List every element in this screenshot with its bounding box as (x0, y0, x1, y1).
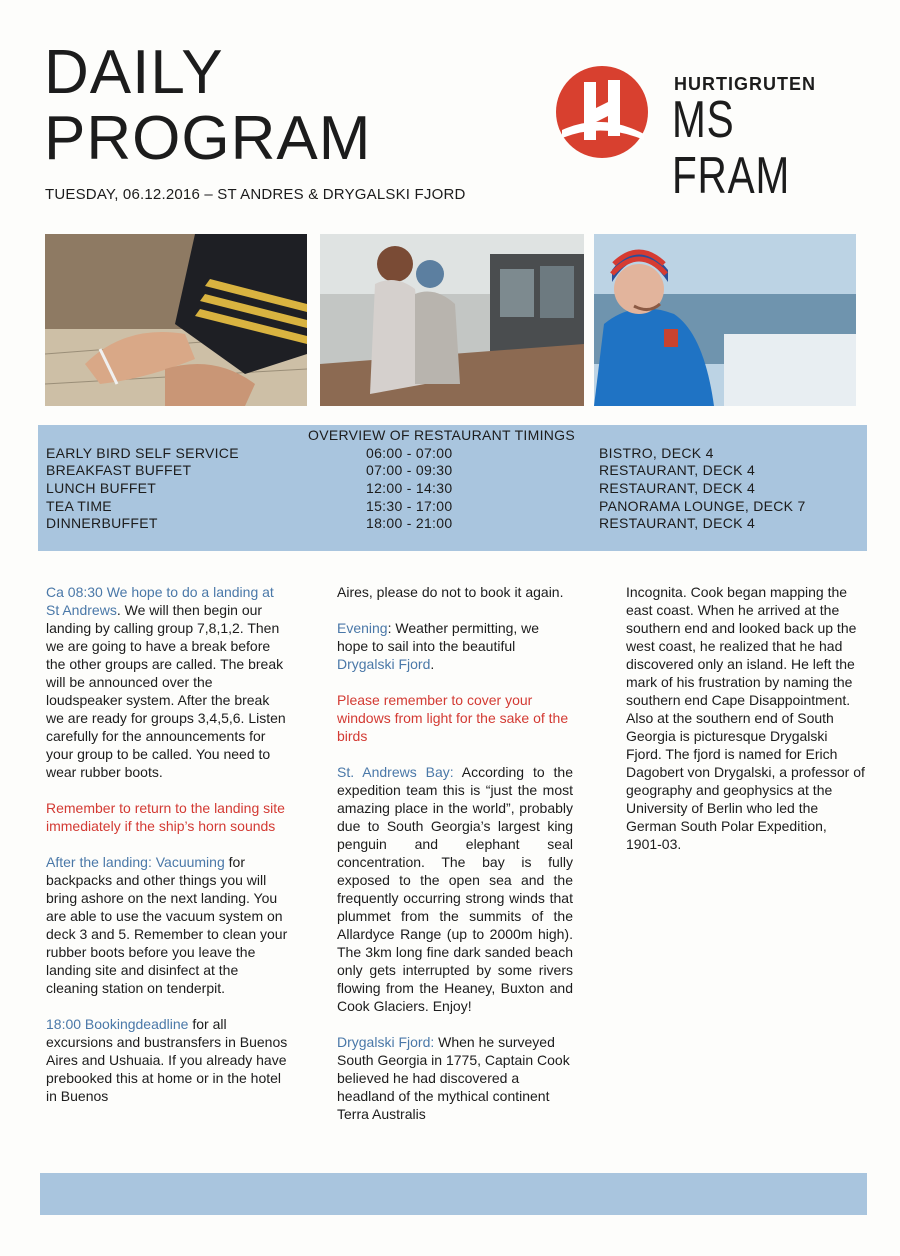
captain-chart-photo (45, 234, 307, 406)
meal-location: BISTRO, DECK 4 (599, 445, 714, 461)
meal-name: EARLY BIRD SELF SERVICE (46, 445, 239, 461)
meal-name: DINNERBUFFET (46, 515, 158, 531)
meal-location: RESTAURANT, DECK 4 (599, 480, 756, 496)
restaurant-timings-panel (38, 425, 867, 551)
meal-time: 18:00 - 21:00 (366, 515, 453, 531)
bridge-visitors-photo (320, 234, 584, 406)
meal-name: TEA TIME (46, 498, 112, 514)
landing-time-heading: Ca 08:30 We hope to do a landing at St Andrews (46, 584, 274, 618)
timing-row (46, 498, 866, 516)
deck-passenger-photo (594, 234, 856, 406)
brand-name-small: HURTIGRUTEN (674, 74, 816, 94)
evening-paragraph (337, 619, 573, 673)
horn-warning: Remember to return to the landing site immediately if the ship’s horn sounds (46, 800, 285, 834)
booking-paragraph (46, 1015, 290, 1105)
booking-continued: Aires, please do not to book it again. (337, 584, 564, 600)
meal-time: 07:00 - 09:30 (366, 462, 453, 478)
drygalski-fjord-label: Drygalski Fjord (337, 656, 431, 672)
date-location-subtitle: TUESDAY, 06.12.2016 – ST ANDRES & DRYGALSKI FJORD (45, 186, 466, 203)
timing-row (46, 515, 866, 533)
drygalski-paragraph (337, 1033, 573, 1123)
evening-text: : Weather permitting, we hope to sail into the beautiful (337, 620, 540, 654)
meal-name: BREAKFAST BUFFET (46, 462, 192, 478)
drygalski-text: When he surveyed South Georgia in 1775, Captain Cook believed he had discovered a headland of the mythical continent Terra Australis (337, 1034, 570, 1122)
evening-text-end: . (430, 656, 435, 672)
meal-time: 06:00 - 07:00 (366, 445, 453, 461)
text-column-1 (46, 583, 290, 1123)
booking-text: for all excursions and bustransfers in Buenos Aires and Ushuaia. If you already have prebooked this at home or in the hotel in Buenos (46, 1016, 288, 1104)
window-warning: Please remember to cover your windows from light for the sake of the birds (337, 692, 569, 744)
st-andrews-paragraph (337, 763, 573, 1015)
st-andrews-text: According to the expedition team this is “just the most amazing place in the world”, probably due to South Georgia’s largest king penguin and elephant seal concentration. The bay is fully exposed to the open sea and the frequently occurring strong winds that plummet from the summits of the Allardyce Range (up to 2000m high). The 3km long fine dark sanded beach only gets interrupted by some rivers flowing from the Heaney, Buxton and Cook Glaciers. Enjoy! (337, 764, 574, 1014)
landing-text: . We will then begin our landing by calling group 7,8,1,2. Then we are going to have a break before the other groups are called. The break will be announced over the loudspeaker system. After the break we are ready for groups 3,4,5,6. Listen carefully for the announcements for your group to be called. You need to wear rubber boots. (46, 602, 286, 780)
booking-heading: 18:00 Bookingdeadline (46, 1016, 189, 1032)
meal-location: RESTAURANT, DECK 4 (599, 462, 756, 478)
st-andrews-heading: St. Andrews Bay: (337, 764, 454, 780)
meal-time: 15:30 - 17:00 (366, 498, 453, 514)
vacuuming-heading: After the landing: Vacuuming (46, 854, 225, 870)
meal-name: LUNCH BUFFET (46, 480, 157, 496)
footer-bar (40, 1173, 867, 1215)
evening-heading: Evening (337, 620, 388, 636)
landing-paragraph (46, 583, 290, 781)
hurtigruten-logo-icon (554, 64, 650, 160)
page-title (44, 40, 371, 172)
timing-row (46, 445, 866, 463)
hurtigruten-logo (554, 64, 854, 205)
meal-time: 12:00 - 14:30 (366, 480, 453, 496)
timings-title: OVERVIEW OF RESTAURANT TIMINGS (308, 427, 575, 443)
title-line-2: PROGRAM (44, 104, 372, 173)
meal-location: RESTAURANT, DECK 4 (599, 515, 756, 531)
drygalski-heading: Drygalski Fjord: (337, 1034, 435, 1050)
vacuuming-text: for backpacks and other things you will bring ashore on the next landing. You are able to use the vacuum system on deck 3 and 5. Remember to clean your rubber boots before you leave the landing site and disinfect at the cleaning station on tenderpit. (46, 854, 288, 996)
ship-name: MS FRAM (672, 91, 791, 205)
timing-row (46, 462, 866, 480)
drygalski-continued: Incognita. Cook began mapping the east coast. When he arrived at the southern end and looked back up the west coast, he realized that he had discovered only an island. He left the mark of his frustration by naming the southern end Cape Disappointment. Also at the southern end of South Georgia is picturesque Drygalski Fjord. The fjord is named for Erich Dagobert von Drygalski, a professor of geography and geophysics at the University of Berlin who led the German South Polar Expedition, 1901-03. (626, 584, 865, 852)
vacuuming-paragraph (46, 853, 290, 997)
title-line-1: DAILY (44, 38, 224, 107)
text-column-3 (626, 583, 866, 871)
text-column-2 (337, 583, 573, 1141)
meal-location: PANORAMA LOUNGE, DECK 7 (599, 498, 806, 514)
timing-row (46, 480, 866, 498)
